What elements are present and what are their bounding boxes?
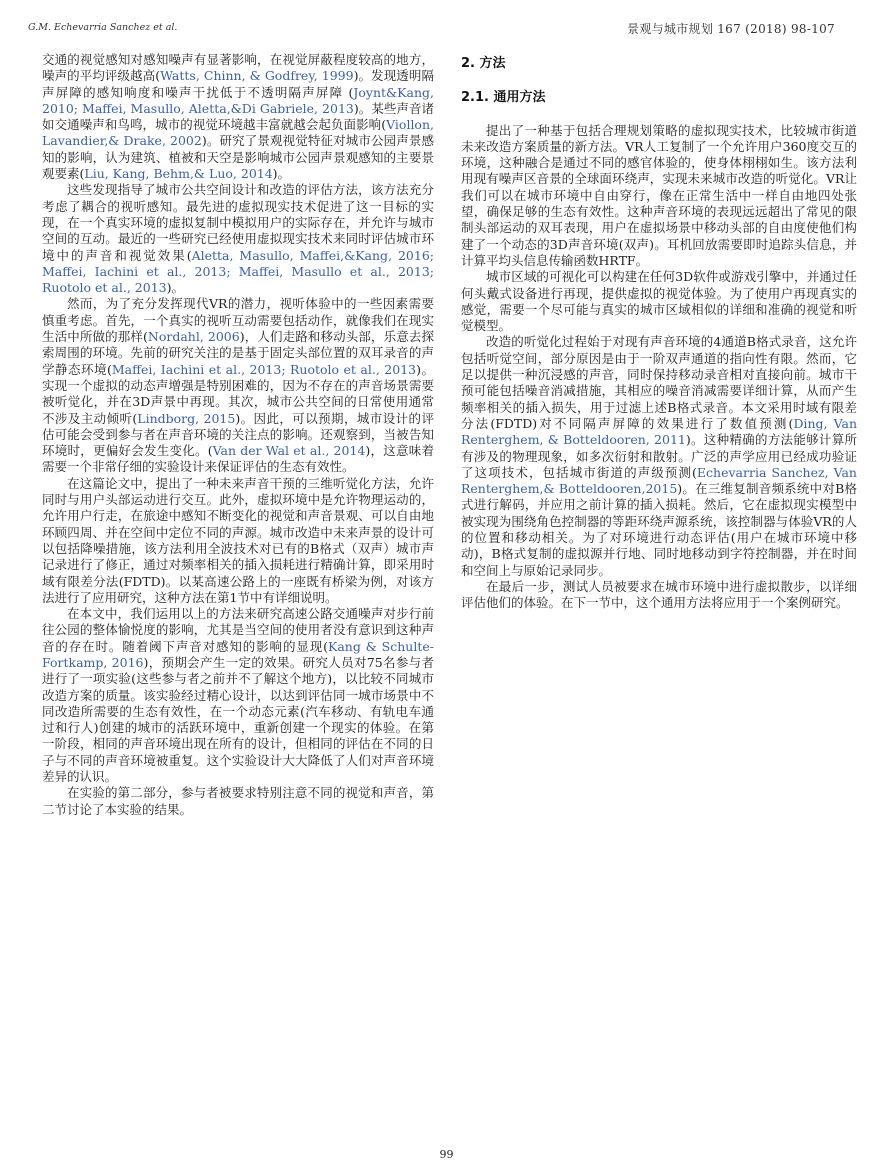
citation-link[interactable]: Watts, Chinn, & Godfrey, 1999 — [160, 68, 354, 84]
citation-link[interactable]: Ding, Van Renterghem, & Botteldooren, 2011 — [461, 415, 858, 448]
paragraph-text: )。在三维复制音频系统中对B格式进行解码，并应用之前计算的插入损耗。然后，它在虚拟现实模型中被实现为围绕角色控制器的等距环绕声源系统，该控制器与体验VR的人的位置和移动相关。为了对环境进行动态评估(用户在城市环境中移动)，B格式复制的虚拟源并行地、同时地移动到字符控制器，并在时间和空间上与原始记录同步。 — [461, 481, 857, 578]
citation-link[interactable]: Maffei, Iachini et al., 2013; Ruotolo et al., 2013 — [111, 361, 417, 377]
paragraph-text: 交通的视觉感知对感知噪声有显著影响，在视觉屏蔽程度较高的地方，噪声的平均评级越高( — [42, 52, 434, 84]
page-number: 99 — [439, 1148, 454, 1161]
paragraph-text: )。某些声音诸如交通噪声和鸟鸣，城市的视觉环境越丰富就越会起负面影响( — [42, 100, 434, 133]
paragraph-text: )。因此，可以预期，城市设计的评估可能会受到参与者在声音环境的关注点的影响。还观察到，当被告知环境时，更偏好会发生变化。( — [42, 410, 434, 459]
paragraph — [42, 296, 434, 475]
citation-link[interactable]: Liu, Kang, Behm,& Luo, 2014 — [84, 166, 273, 182]
paragraph — [42, 476, 434, 606]
running-header-journal: 景观与城市规划 167 (2018) 98-107 — [627, 22, 835, 36]
paragraph-text: 然而，为了充分发挥现代VR的潜力，视听体验中的一些因素需要慎重考虑。首先，一个真实的视听互动需要包括动作，就像我们在现实生活中所做的那样( — [42, 296, 434, 345]
section-title: 2. 方法 — [461, 56, 506, 71]
citation-link[interactable]: Van der Wal et al., 2014 — [212, 443, 366, 459]
subsection-title: 2.1. 通用方法 — [461, 90, 546, 106]
citation-link[interactable]: Echevarria Sanchez, Van Renterghem,& Botteldooren,2015 — [461, 464, 857, 497]
citation-link[interactable]: Nordahl, 2006 — [147, 329, 240, 345]
paragraph — [461, 123, 857, 270]
citation-link[interactable]: Kang & Schulte-Fortkamp, 2016 — [42, 638, 434, 670]
paragraph-text: )。 — [272, 166, 291, 182]
paragraph-text: 改造的听觉化过程始于对现有声音环境的4通道B格式录音，这允许包括听觉空间，部分原因是由于一阶双声通道的指向性有限。然而，它足以提供一种沉浸感的声音，同时保持移动录音相对直接向前。城市干预可能包括噪音消减措施，其相应的噪音消减需要详细计算，从而产生频率相关的插入损失，用于过滤上述B格式录音。本文采用时域有限差分法(FDTD)对不同隔声屏障的效果进行了数值预测( — [461, 334, 857, 431]
paragraph-text: )，人们走路和移动头部，乐意去探索周围的环境。先前的研究关注的是基于固定头部位置的双耳录音的声学静态环境( — [42, 329, 434, 377]
paragraph-text: )。这种精确的方法能够计算所有涉及的物理现象，如多次衍射和散射。广泛的声学应用已经成功验证了这项技术，包括城市街道的声级预测( — [461, 432, 857, 480]
paragraph-text: 城市区域的可视化可以构建在任何3D软件或游戏引擎中，并通过任何头戴式设备进行再现，提供虚拟的视觉体验。为了使用户再现真实的感觉，需要一个尽可能与真实的城市区域相似的详细和准确的视觉和听觉模型。 — [461, 269, 857, 334]
paragraph-text: 在最后一步，测试人员被要求在城市环境中进行虚拟散步，以详细评估他们的体验。在下一节中，这个通用方法将应用于一个案例研究。 — [461, 578, 857, 611]
paragraph-text: 在实验的第二部分，参与者被要求特别注意不同的视觉和声音，第二节讨论了本实验的结果。 — [42, 785, 434, 817]
paragraph-text: 提出了一种基于包括合理规划策略的虚拟现实技术，比较城市街道未来改造方案质量的新方法。VR人工复制了一个允许用户360度交互的环境，这种融合是通过不同的感官体验的，使身体栩栩如生。该方法利用现有噪声区音景的全球面环绕声，实现未来城市改造的听觉化。VR让我们可以在城市环境中自由穿行，像在正常生活中一样自由地四处张望，确保足够的生态有效性。这种声音环境的表现远远超出了常见的限制头部运动的双耳表现，用户在虚拟场景中移动头部的自由度使他们构建了一个动态的3D声音环境(双声)。耳机回放需要即时追踪头信息，并计算平均头信息传输函数HRTF。 — [461, 122, 857, 268]
left-column — [42, 52, 434, 818]
paragraph — [42, 785, 434, 818]
paragraph-text: 在本文中，我们运用以上的方法来研究高速公路交通噪声对步行前往公园的整体愉悦度的影响，尤其是当空间的使用者没有意识到这种声音的存在时。随着阈下声音对感知的影响的显现( — [42, 606, 434, 654]
paragraph — [461, 269, 857, 334]
running-header-authors: G.M. Echevarria Sanchez et al. — [28, 22, 178, 33]
paragraph — [42, 52, 434, 182]
paragraph-text: )，这意味着需要一个非常仔细的实验设计来保证评估的生态有效性。 — [42, 443, 434, 475]
citation-link[interactable]: Viollon, Lavandier,& Drake, 2002 — [42, 117, 434, 149]
paragraph — [461, 579, 857, 612]
paragraph-text: )，预期会产生一定的效果。研究人员对75名参与者进行了一项实验(这些参与者之前并不了解这个地方)，以比较不同城市改造方案的质量。该实验经过精心设计，以达到评估同一城市场景中不同改造所需要的生态有效性，在一个动态元素(汽车移动、有轨电车通过和行人)创建的城市的活跃环境中，重新创建一个现实的体验。在第一阶段，相同的声音环境出现在所有的设计，但相同的评估在不同的日子与不同的声音环境被重复。这个实验设计大大降低了人们对声音环境差异的认识。 — [42, 654, 434, 785]
right-column-body — [461, 123, 857, 612]
paragraph-text: )。 — [166, 280, 184, 296]
citation-link[interactable]: Joynt&Kang, 2010; Maffei, Masullo, Aletta,&Di Gabriele, 2013 — [42, 84, 434, 116]
paragraph — [42, 606, 434, 785]
paragraph-text: )。研究了景观视觉特征对城市公园声景感知的影响，认为建筑、植被和天空是影响城市公园声景观感知的主要景观要素( — [42, 133, 434, 182]
right-column — [461, 52, 857, 612]
paragraph — [461, 334, 857, 578]
citation-link[interactable]: Lindborg, 2015 — [137, 410, 236, 426]
paragraph-text: )。实现一个虚拟的动态声增强是特别困难的，因为不存在的声音场景需要被听觉化，并在3D声景中再现。其次，城市公共空间的日常使用通常不涉及主动倾听( — [42, 361, 434, 426]
paragraph-text: )。发现透明隔声屏障的感知响度和噪声干扰低于不透明隔声屏障 ( — [42, 68, 434, 100]
paragraph-text: 这些发现指导了城市公共空间设计和改造的评估方法，该方法充分考虑了耦合的视听感知。最先进的虚拟现实技术促进了这一目标的实现，在一个真实环境的虚拟复制中模拟用户的实际存在，并允许与城市空间的互动。最近的一些研究已经使用虚拟现实技术来同时评估城市环境中的声音和视觉效果( — [42, 182, 434, 263]
citation-link[interactable]: Aletta, Masullo, Maffei,&Kang, 2016; Maffei, Iachini et al., 2013; Maffei, Masullo et al., 2013; Ruotolo et al., 2013 — [42, 247, 434, 296]
paragraph — [42, 182, 434, 296]
paragraph-text: 在这篇论文中，提出了一种未来声音干预的三维听觉化方法，允许同时与用户头部运动进行交互。此外，虚拟环境中是允许物理运动的，允许用户行走，在旅途中感知不断变化的视觉和声音景观、可以自由地环顾四周、并在空间中定位不同的声源。城市改造中未来声景的设计可以包括降噪措施，该方法利用全波技术对已有的B格式（双声）城市声记录进行了修正，通过对频率相关的插入损耗进行精确计算，即采用时域有限差分法(FDTD)。以某高速公路上的一座既有桥梁为例，对该方法进行了应用研究，这种方法在第1节中有详细说明。 — [42, 475, 434, 605]
